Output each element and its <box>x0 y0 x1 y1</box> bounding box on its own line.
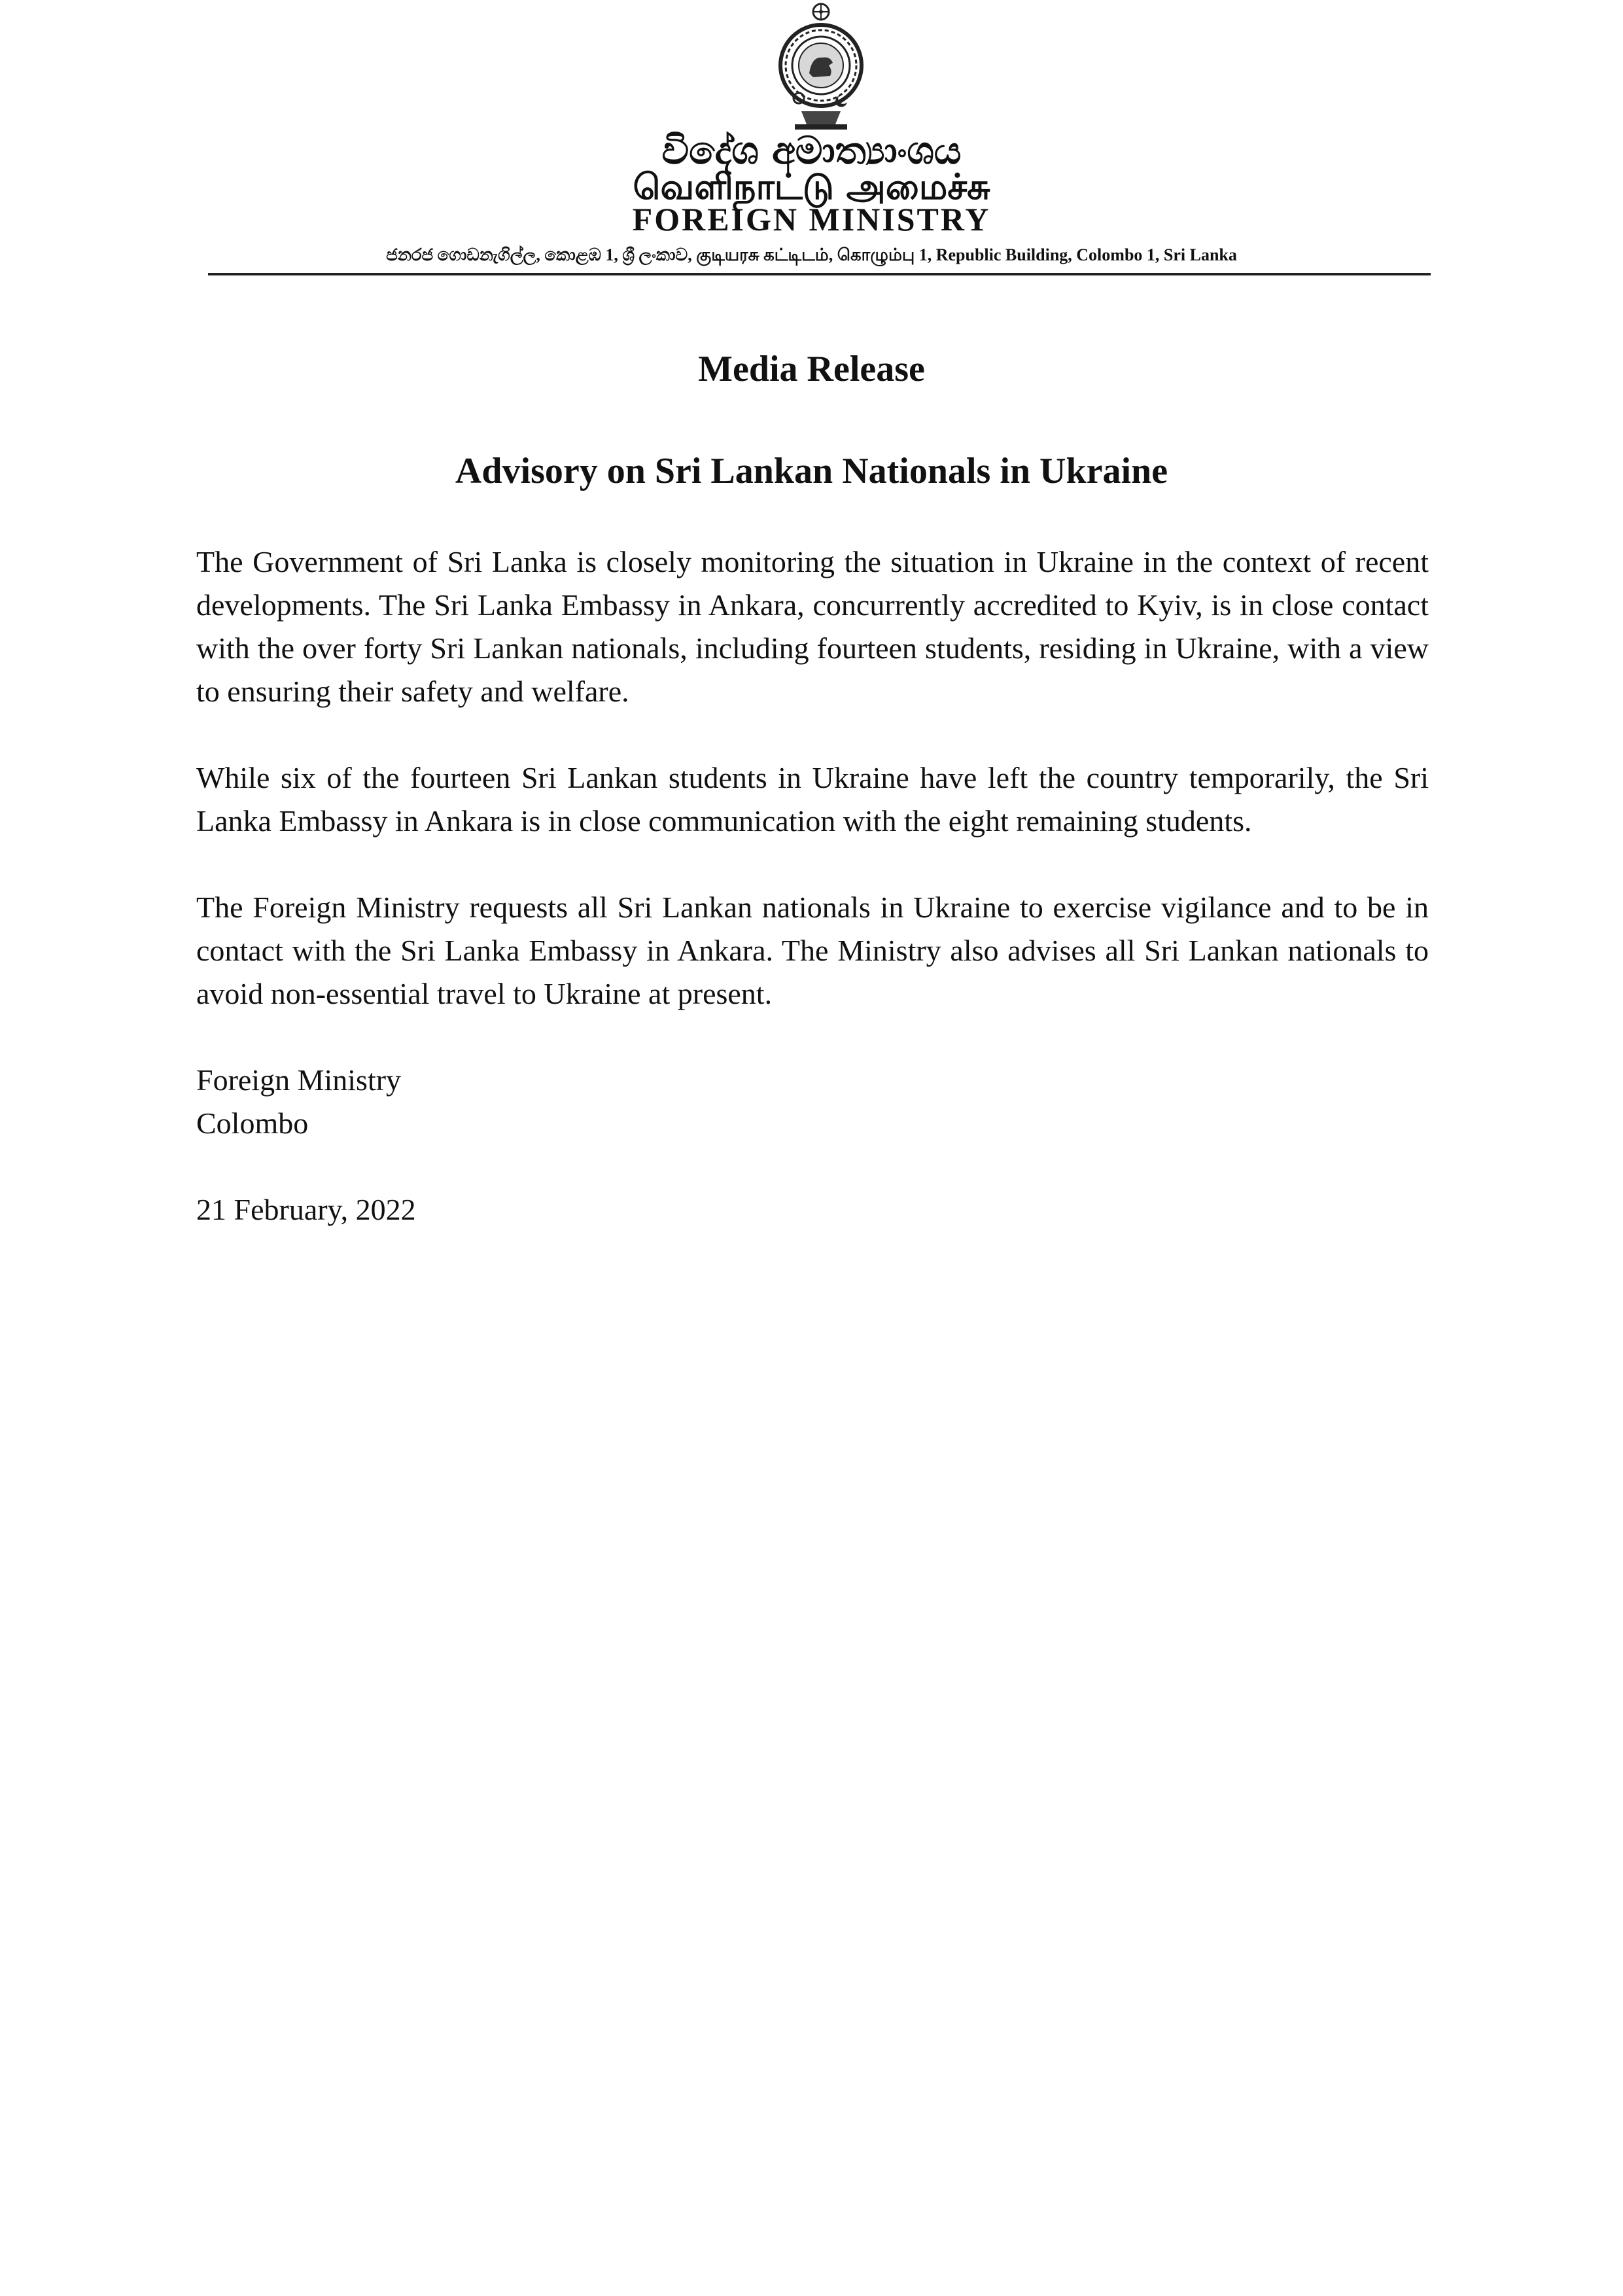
signature-block <box>196 1059 1429 1145</box>
ministry-name-english: FOREIGN MINISTRY <box>632 201 991 238</box>
document-title: Media Release <box>698 349 925 389</box>
letterhead-address: ජනරජ ගොඩනැගිල්ල, කොළඹ 1, ශ්‍රී ලංකාව, குடியரசு கட்டிடம், கொழும்பு 1, Republic Building, Colombo 1, Sri Lanka <box>386 245 1237 264</box>
document-subtitle: Advisory on Sri Lankan Nationals in Ukraine <box>455 451 1168 491</box>
body-paragraph: The Government of Sri Lanka is closely monitoring the situation in Ukraine in the context of recent developments. The Sri Lanka Embassy in Ankara, concurrently accredited to Kyiv, is in close contact with the over forty Sri Lankan nationals, including fourteen students, residing in Ukraine, with a view to ensuring their safety and welfare. <box>196 545 1429 708</box>
body-paragraph: The Foreign Ministry requests all Sri Lankan nationals in Ukraine to exercise vigilance and to be in contact with the Sri Lanka Embassy in Ankara. The Ministry also advises all Sri Lankan nationals to avoid non-essential travel to Ukraine at present. <box>196 891 1429 1010</box>
sri-lanka-emblem-icon <box>775 0 867 131</box>
release-date: 21 February, 2022 <box>196 1193 416 1226</box>
ministry-name-sinhala: විදේශ අමාත්‍යාංශය <box>661 128 962 173</box>
signature-city: Colombo <box>196 1106 309 1140</box>
document-body <box>196 540 1429 1231</box>
body-paragraph: While six of the fourteen Sri Lankan students in Ukraine have left the country temporarily, the Sri Lanka Embassy in Ankara is in close communication with the eight remaining students. <box>196 761 1429 838</box>
signature-org: Foreign Ministry <box>196 1063 402 1097</box>
ministry-name-tamil: வெளிநாட்டு அமைச்சு <box>633 166 990 207</box>
letterhead-divider <box>208 273 1431 275</box>
letterhead <box>0 0 1623 288</box>
